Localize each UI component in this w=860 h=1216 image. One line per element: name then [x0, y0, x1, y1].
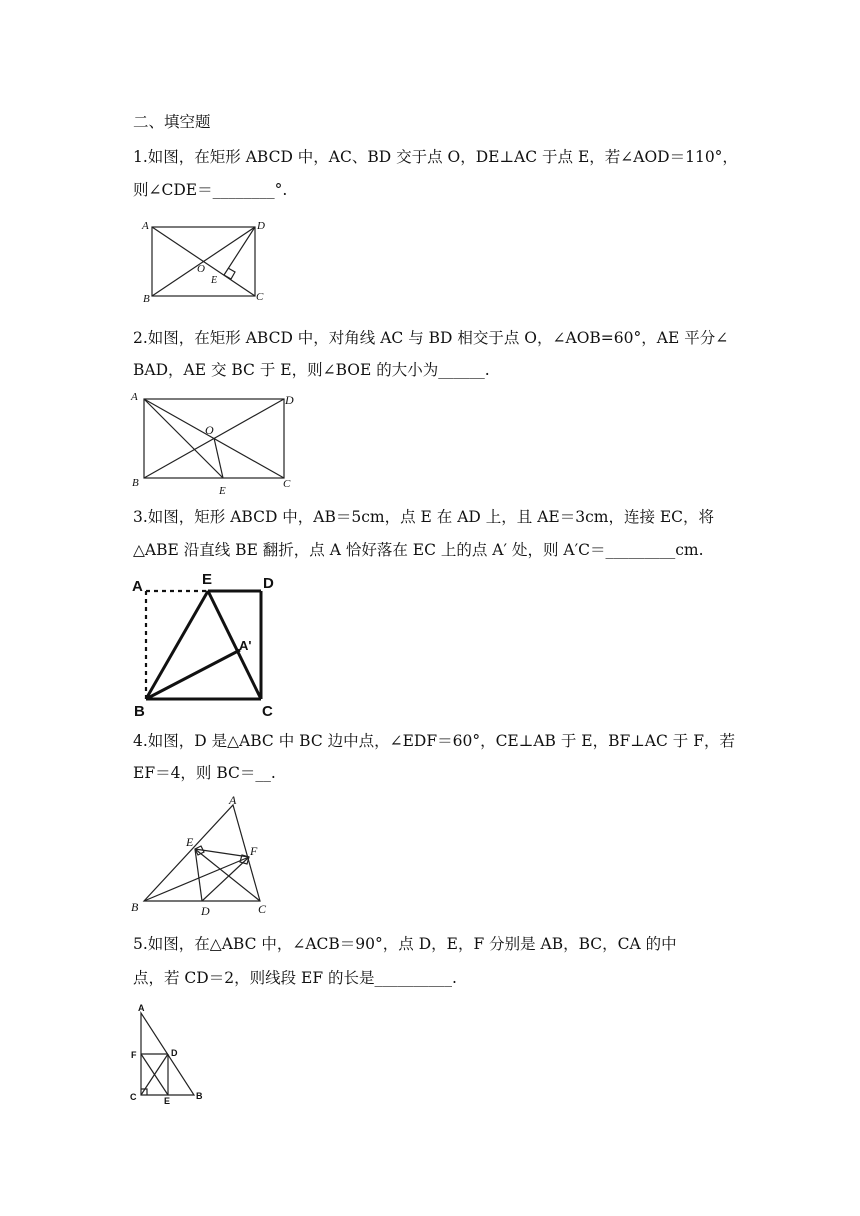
problem-1-line-2: 则∠CDE＝________°.	[133, 181, 288, 199]
label-a: A	[138, 1003, 145, 1013]
segment-oe	[214, 438, 223, 478]
label-b: B	[131, 900, 139, 914]
label-a: A	[132, 578, 143, 595]
problem-3-line-2: △ABE 沿直线 BE 翻折，点 A 恰好落在 EC 上的点 A′ 处，则 A′C＝_________cm.	[133, 541, 704, 559]
label-f: F	[131, 1050, 137, 1060]
label-b: B	[134, 703, 145, 720]
problem-3-line-1: 3.如图，矩形 ABCD 中，AB＝5cm，点 E 在 AD 上，且 AE＝3cm，连接 EC，将	[133, 508, 715, 526]
section-title: 二、填空题	[133, 113, 211, 131]
label-e: E	[211, 275, 218, 286]
problem-4-figure	[128, 792, 278, 920]
label-c: C	[283, 478, 291, 490]
label-b: B	[143, 293, 150, 305]
label-d: D	[171, 1048, 178, 1058]
problem-5-line-1: 5.如图，在△ABC 中，∠ACB＝90°，点 D，E，F 分别是 AB，BC，CA 的中	[133, 935, 677, 953]
segment-df	[202, 857, 249, 901]
problem-5-figure	[126, 996, 216, 1110]
problem-4-line-2: EF＝4，则 BC＝__.	[133, 764, 276, 782]
segment-ae	[144, 399, 223, 478]
label-f: F	[250, 844, 258, 858]
label-d: D	[257, 220, 265, 232]
label-b: B	[196, 1091, 203, 1101]
label-a: A	[131, 391, 138, 403]
problem-2-figure	[128, 388, 303, 498]
segment-ec	[208, 591, 261, 699]
label-c: C	[130, 1092, 137, 1102]
problem-3-figure	[128, 568, 278, 720]
label-d: D	[201, 904, 210, 918]
problem-1-figure	[138, 216, 273, 308]
label-e: E	[219, 485, 226, 497]
label-d: D	[263, 575, 274, 592]
label-e: E	[164, 1096, 171, 1106]
label-a-prime: A'	[239, 638, 252, 653]
problem-2-line-2: BAD，AE 交 BC 于 E，则∠BOE 的大小为______.	[133, 361, 490, 379]
problem-5-line-2: 点，若 CD＝2，则线段 EF 的长是__________.	[133, 969, 457, 987]
label-o: O	[197, 263, 205, 275]
problem-1-line-1: 1.如图，在矩形 ABCD 中，AC、BD 交于点 O，DE⊥AC 于点 E，若∠AOD＝110°，	[133, 148, 738, 166]
label-c: C	[262, 703, 273, 720]
label-d: D	[285, 393, 294, 407]
label-b: B	[132, 477, 139, 489]
label-c: C	[258, 902, 267, 916]
label-c: C	[256, 291, 264, 303]
label-o: O	[205, 423, 214, 437]
label-e: E	[186, 835, 194, 849]
label-a: A	[229, 793, 237, 807]
label-e: E	[202, 571, 213, 588]
problem-4-line-1: 4.如图，D 是△ABC 中 BC 边中点，∠EDF＝60°，CE⊥AB 于 E，BF⊥AC 于 F，若	[133, 732, 735, 750]
segment-de	[195, 849, 202, 901]
problem-2-line-1: 2.如图，在矩形 ABCD 中，对角线 AC 与 BD 相交于点 O，∠AOB=60°，AE 平分∠	[133, 329, 729, 347]
right-angle-mark-e	[195, 846, 204, 855]
label-a: A	[142, 220, 149, 232]
